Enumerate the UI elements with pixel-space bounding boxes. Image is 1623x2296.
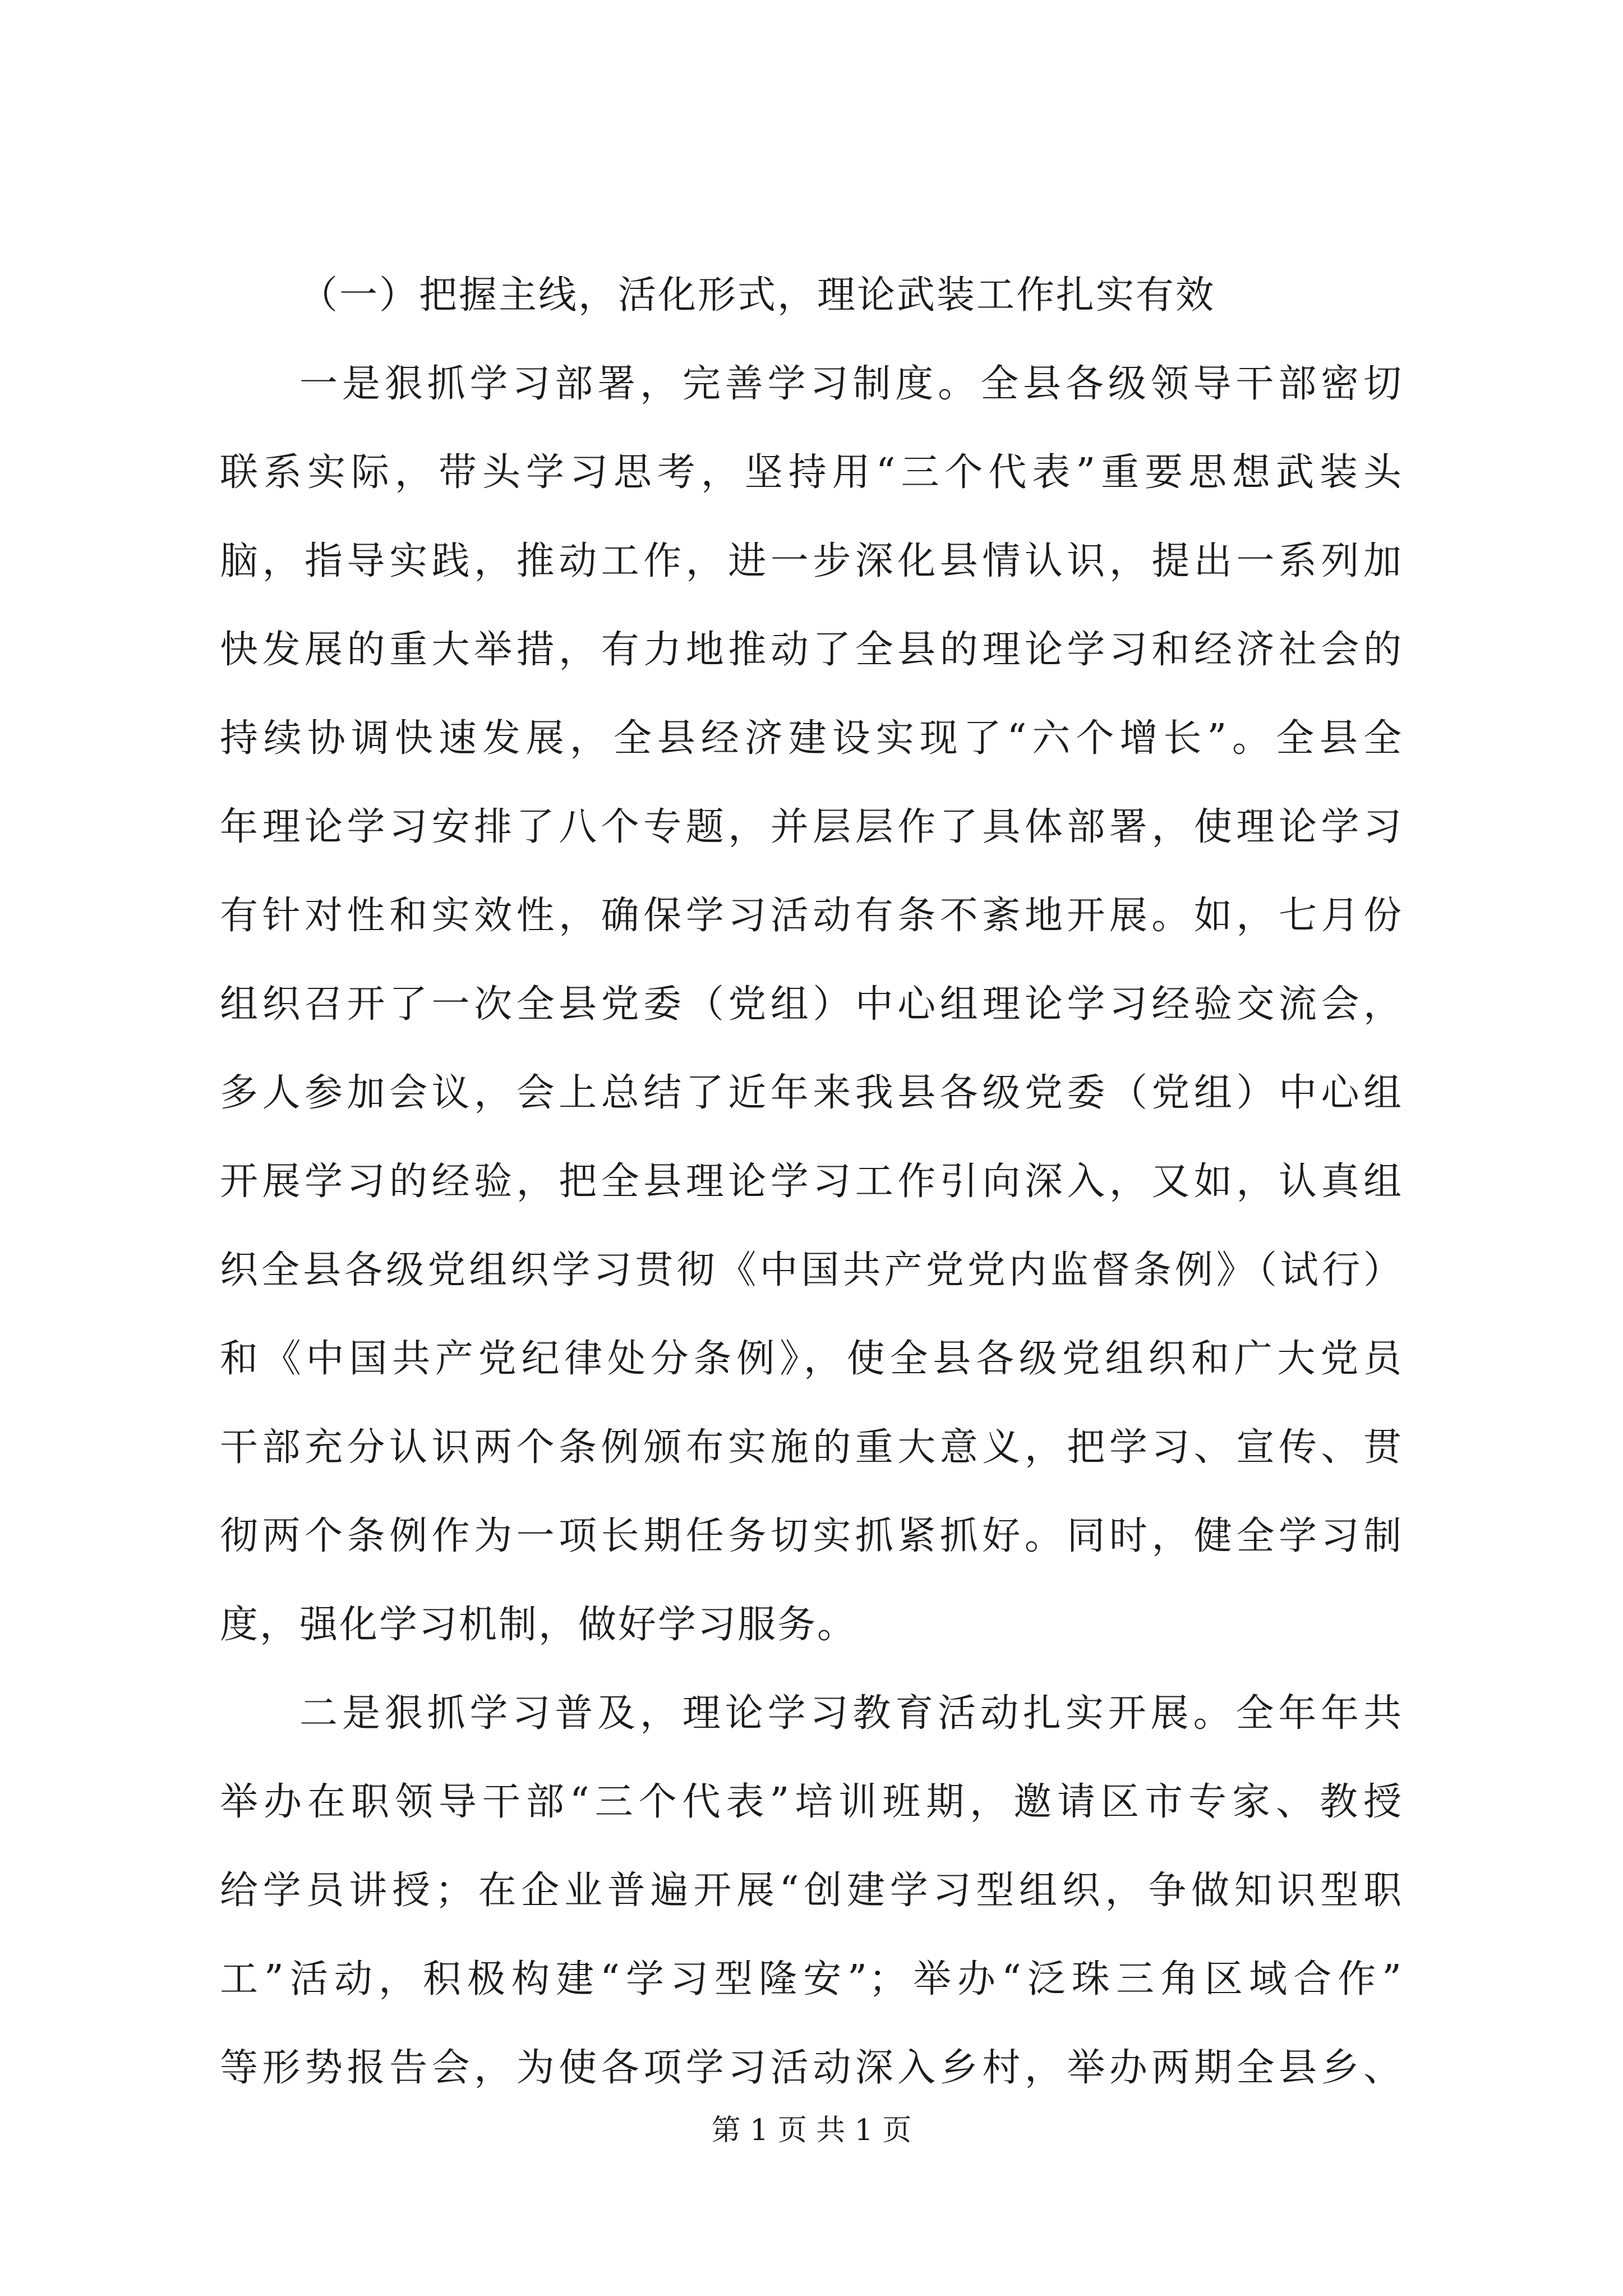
- paragraph-1-line-14: 彻两个条例作为一项长期任务切实抓紧抓好。同时，健全学习制: [220, 1514, 1403, 1558]
- paragraph-1-line-13: 干部充分认识两个条例颁布实施的重大意义，把学习、宣传、贯: [220, 1425, 1403, 1470]
- paragraph-1-line-6: 年理论学习安排了八个专题，并层层作了具体部署，使理论学习: [220, 805, 1403, 849]
- document-body: [220, 251, 1403, 2113]
- paragraph-1-line-10: 开展学习的经验，把全县理论学习工作引向深入，又如，认真组: [220, 1159, 1403, 1204]
- paragraph-1-line-15: 度，强化学习机制，做好学习服务。: [220, 1603, 857, 1647]
- paragraph-1-line-1: 一是狠抓学习部署，完善学习制度。全县各级领导干部密切: [299, 362, 1403, 406]
- paragraph-2-line-3: 给学员讲授；在企业普遍开展“创建学习型组织，争做知识型职: [220, 1869, 1403, 1913]
- paragraph-1-line-4: 快发展的重大举措，有力地推动了全县的理论学习和经济社会的: [220, 628, 1403, 672]
- paragraph-2-line-1: 二是狠抓学习普及，理论学习教育活动扎实开展。全年年共: [299, 1691, 1403, 1736]
- paragraph-1-line-5: 持续协调快速发展，全县经济建设实现了“六个增长”。全县全: [220, 716, 1403, 761]
- paragraph-2-line-4: 工”活动，积极构建“学习型隆安”；举办“泛珠三角区域合作”: [220, 1957, 1403, 2001]
- paragraph-1-line-11: 织全县各级党组织学习贯彻《中国共产党党内监督条例》（试行）: [220, 1248, 1403, 1292]
- paragraph-1-line-8: 组织召开了一次全县党委（党组）中心组理论学习经验交流会，: [220, 982, 1403, 1027]
- paragraph-1-line-12: 和《中国共产党纪律处分条例》，使全县各级党组织和广大党员: [220, 1337, 1403, 1381]
- page-footer: 第 1 页 共 1 页: [711, 2114, 912, 2147]
- paragraph-1-line-3: 脑，指导实践，推动工作，进一步深化县情认识，提出一系列加: [220, 539, 1403, 583]
- paragraph-2-line-5: 等形势报告会，为使各项学习活动深入乡村，举办两期全县乡、: [220, 2046, 1403, 2090]
- paragraph-2-line-2: 举办在职领导干部“三个代表”培训班期，邀请区市专家、教授: [220, 1780, 1403, 1824]
- paragraph-1-line-7: 有针对性和实效性，确保学习活动有条不紊地开展。如，七月份: [220, 894, 1403, 938]
- section-heading: （一）把握主线，活化形式，理论武装工作扎实有效: [299, 273, 1216, 318]
- paragraph-1-line-9: 多人参加会议，会上总结了近年来我县各级党委（党组）中心组: [220, 1071, 1403, 1115]
- paragraph-1-line-2: 联系实际，带头学习思考，坚持用“三个代表”重要思想武装头: [220, 450, 1403, 495]
